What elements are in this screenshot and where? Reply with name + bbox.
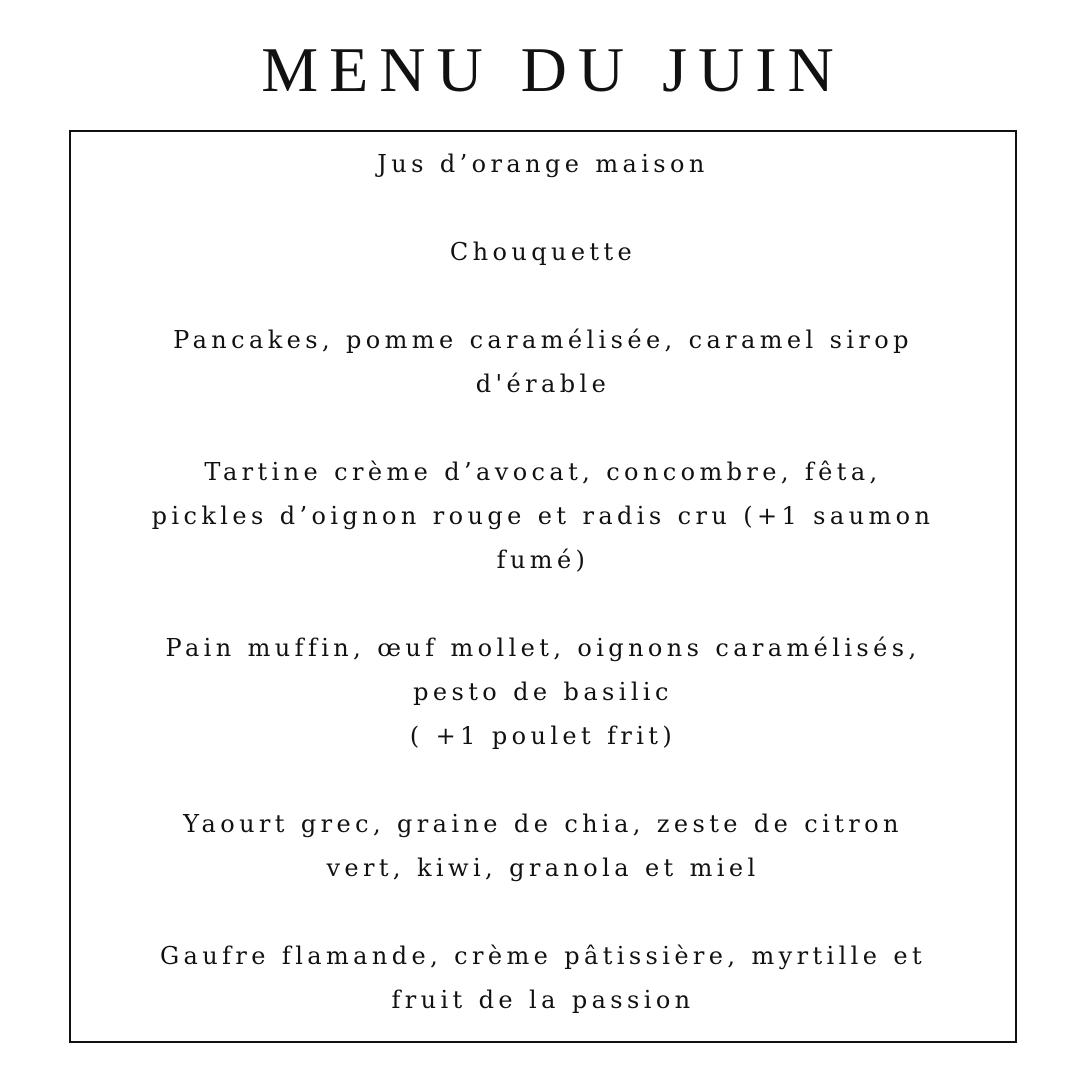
menu-item-gaufre (71, 934, 1015, 1022)
menu-item-line: Jus d’orange maison (377, 150, 709, 178)
menu-item-line: Chouquette (449, 238, 637, 266)
menu-item-line: pickles d’oignon rouge et radis cru (+1 saumon (151, 502, 935, 530)
menu-item-line: fruit de la passion (391, 986, 695, 1014)
menu-item-line: Gaufre flamande, crème pâtissière, myrtille et (159, 942, 927, 970)
menu-item-line: Pain muffin, œuf mollet, oignons caramélisés, (165, 634, 921, 662)
menu-item-orange-juice (71, 142, 1015, 186)
menu-item-line: pesto de basilic (413, 678, 673, 706)
menu-item-line: Yaourt grec, graine de chia, zeste de citron (183, 810, 903, 838)
menu-item-chouquette (71, 230, 1015, 274)
menu-item-line: ( +1 poulet frit) (409, 722, 677, 750)
menu-title: MENU DU JUIN (261, 34, 845, 105)
menu-item-pancakes (71, 318, 1015, 406)
menu-list (71, 142, 1015, 1066)
menu-item-line: vert, kiwi, granola et miel (326, 854, 760, 882)
menu-item-yaourt (71, 802, 1015, 890)
menu-item-line: d'érable (475, 370, 611, 398)
menu-item-pain-muffin (71, 626, 1015, 758)
menu-item-line: Tartine crème d’avocat, concombre, fêta, (204, 458, 882, 486)
menu-frame (69, 130, 1017, 1043)
menu-item-tartine (71, 450, 1015, 582)
menu-item-line: Pancakes, pomme caramélisée, caramel sirop (173, 326, 913, 354)
menu-item-line: fumé) (496, 546, 590, 574)
